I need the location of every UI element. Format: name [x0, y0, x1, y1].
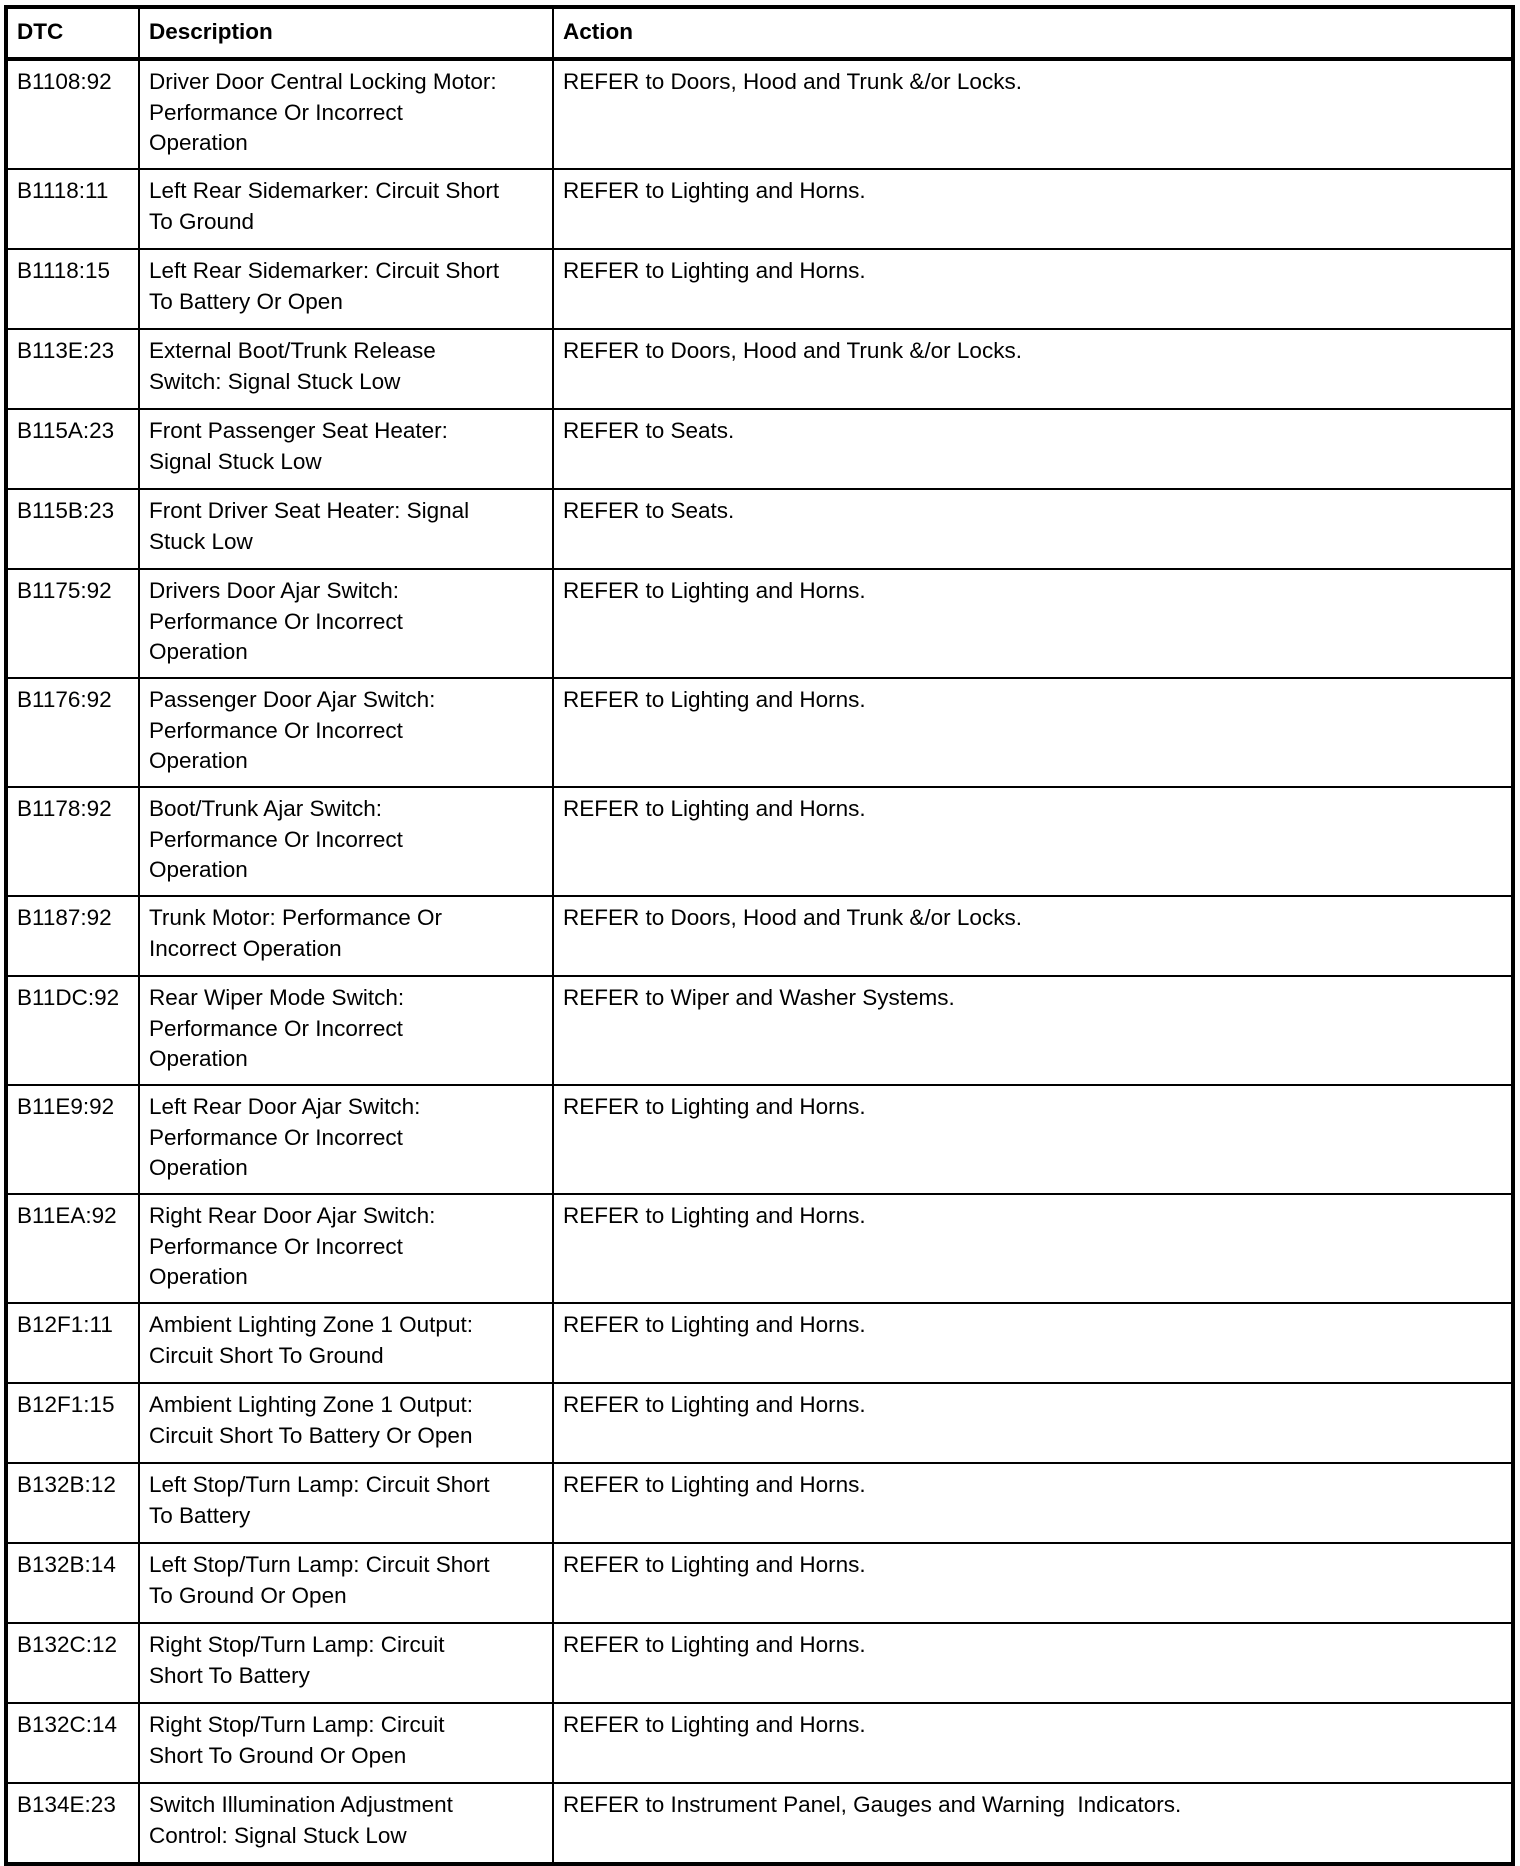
dtc-action: REFER to Lighting and Horns. — [553, 1703, 1513, 1783]
dtc-code: B1176:92 — [6, 678, 139, 787]
dtc-description: Right Stop/Turn Lamp: Circuit Short To Ground Or Open — [139, 1703, 553, 1783]
dtc-action: REFER to Lighting and Horns. — [553, 678, 1513, 787]
header-description: Description — [139, 7, 553, 59]
dtc-code: B132B:14 — [6, 1543, 139, 1623]
table-row — [6, 329, 1513, 409]
dtc-action: REFER to Lighting and Horns. — [553, 1623, 1513, 1703]
table-row — [6, 59, 1513, 169]
dtc-description: Left Stop/Turn Lamp: Circuit Short To Battery — [139, 1463, 553, 1543]
dtc-code: B134E:23 — [6, 1783, 139, 1864]
table-row — [6, 1303, 1513, 1383]
dtc-code: B1178:92 — [6, 787, 139, 896]
dtc-description: External Boot/Trunk Release Switch: Signal Stuck Low — [139, 329, 553, 409]
table-row — [6, 1383, 1513, 1463]
dtc-description: Left Rear Door Ajar Switch: Performance Or Incorrect Operation — [139, 1085, 553, 1194]
dtc-action: REFER to Lighting and Horns. — [553, 1543, 1513, 1623]
dtc-action: REFER to Lighting and Horns. — [553, 569, 1513, 678]
dtc-action: REFER to Lighting and Horns. — [553, 787, 1513, 896]
table-row — [6, 1703, 1513, 1783]
table-row — [6, 1623, 1513, 1703]
dtc-code: B115A:23 — [6, 409, 139, 489]
dtc-code: B12F1:11 — [6, 1303, 139, 1383]
dtc-table — [4, 5, 1515, 1866]
dtc-code: B1175:92 — [6, 569, 139, 678]
table-row — [6, 1085, 1513, 1194]
dtc-code: B115B:23 — [6, 489, 139, 569]
dtc-code: B11E9:92 — [6, 1085, 139, 1194]
dtc-code: B1118:15 — [6, 249, 139, 329]
dtc-code: B11DC:92 — [6, 976, 139, 1085]
dtc-code: B1108:92 — [6, 59, 139, 169]
table-row — [6, 1463, 1513, 1543]
table-row — [6, 409, 1513, 489]
dtc-code: B12F1:15 — [6, 1383, 139, 1463]
table-row — [6, 1194, 1513, 1303]
dtc-action: REFER to Doors, Hood and Trunk &/or Locks. — [553, 896, 1513, 976]
dtc-description: Rear Wiper Mode Switch: Performance Or Incorrect Operation — [139, 976, 553, 1085]
dtc-description: Left Rear Sidemarker: Circuit Short To Battery Or Open — [139, 249, 553, 329]
dtc-description: Right Rear Door Ajar Switch: Performance Or Incorrect Operation — [139, 1194, 553, 1303]
dtc-action: REFER to Lighting and Horns. — [553, 1463, 1513, 1543]
table-row — [6, 787, 1513, 896]
dtc-action: REFER to Seats. — [553, 489, 1513, 569]
dtc-description: Boot/Trunk Ajar Switch: Performance Or Incorrect Operation — [139, 787, 553, 896]
dtc-code: B1118:11 — [6, 169, 139, 249]
dtc-code: B132C:12 — [6, 1623, 139, 1703]
table-row — [6, 489, 1513, 569]
header-row — [6, 7, 1513, 59]
dtc-action: REFER to Lighting and Horns. — [553, 169, 1513, 249]
dtc-code: B1187:92 — [6, 896, 139, 976]
dtc-action: REFER to Instrument Panel, Gauges and Warning Indicators. — [553, 1783, 1513, 1864]
dtc-code: B132C:14 — [6, 1703, 139, 1783]
dtc-action: REFER to Lighting and Horns. — [553, 1194, 1513, 1303]
dtc-description: Trunk Motor: Performance Or Incorrect Operation — [139, 896, 553, 976]
dtc-description: Drivers Door Ajar Switch: Performance Or Incorrect Operation — [139, 569, 553, 678]
dtc-description: Switch Illumination Adjustment Control: Signal Stuck Low — [139, 1783, 553, 1864]
table-row — [6, 1543, 1513, 1623]
dtc-action: REFER to Wiper and Washer Systems. — [553, 976, 1513, 1085]
table-row — [6, 169, 1513, 249]
dtc-action: REFER to Doors, Hood and Trunk &/or Locks. — [553, 59, 1513, 169]
table-row — [6, 678, 1513, 787]
dtc-action: REFER to Lighting and Horns. — [553, 1303, 1513, 1383]
table-row — [6, 896, 1513, 976]
table-row — [6, 976, 1513, 1085]
header-action: Action — [553, 7, 1513, 59]
dtc-code: B11EA:92 — [6, 1194, 139, 1303]
dtc-description: Right Stop/Turn Lamp: Circuit Short To Battery — [139, 1623, 553, 1703]
dtc-description: Ambient Lighting Zone 1 Output: Circuit Short To Ground — [139, 1303, 553, 1383]
dtc-action: REFER to Lighting and Horns. — [553, 249, 1513, 329]
dtc-code: B132B:12 — [6, 1463, 139, 1543]
dtc-description: Left Rear Sidemarker: Circuit Short To Ground — [139, 169, 553, 249]
header-dtc: DTC — [6, 7, 139, 59]
dtc-action: REFER to Seats. — [553, 409, 1513, 489]
dtc-action: REFER to Doors, Hood and Trunk &/or Locks. — [553, 329, 1513, 409]
dtc-action: REFER to Lighting and Horns. — [553, 1085, 1513, 1194]
table-row — [6, 1783, 1513, 1864]
dtc-description: Ambient Lighting Zone 1 Output: Circuit Short To Battery Or Open — [139, 1383, 553, 1463]
dtc-description: Passenger Door Ajar Switch: Performance Or Incorrect Operation — [139, 678, 553, 787]
dtc-description: Front Passenger Seat Heater: Signal Stuck Low — [139, 409, 553, 489]
dtc-description: Driver Door Central Locking Motor: Performance Or Incorrect Operation — [139, 59, 553, 169]
table-row — [6, 249, 1513, 329]
dtc-description: Left Stop/Turn Lamp: Circuit Short To Ground Or Open — [139, 1543, 553, 1623]
table-row — [6, 569, 1513, 678]
dtc-code: B113E:23 — [6, 329, 139, 409]
dtc-action: REFER to Lighting and Horns. — [553, 1383, 1513, 1463]
dtc-description: Front Driver Seat Heater: Signal Stuck Low — [139, 489, 553, 569]
